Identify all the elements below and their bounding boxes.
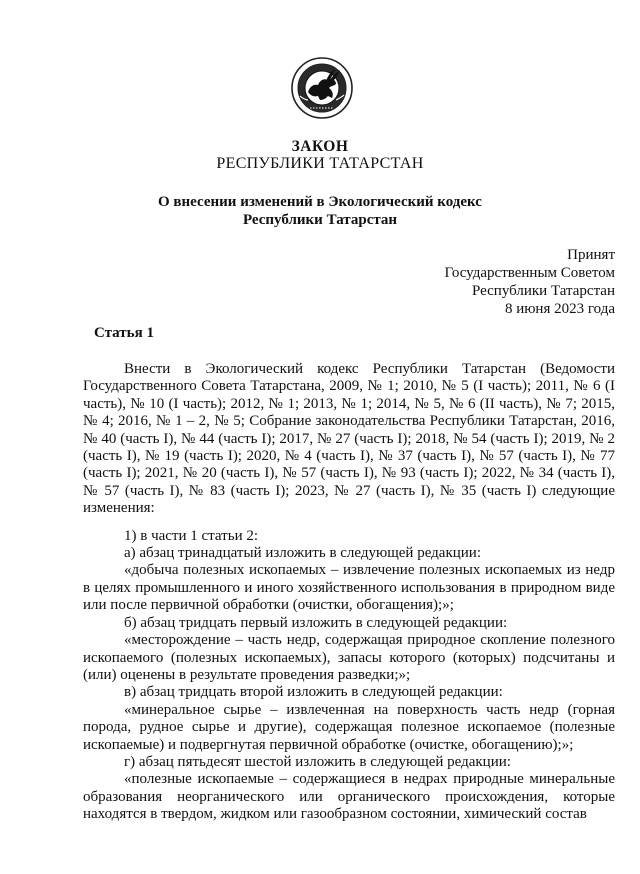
adoption-date: 8 июня 2023 года <box>504 301 615 317</box>
paragraph: г) абзац пятьдесят шестой изложить в следующей редакции: <box>124 753 511 770</box>
adoption-line: Республики Татарстан <box>471 283 615 299</box>
adoption-line: Государственным Советом <box>444 265 615 281</box>
paragraph: б) абзац тридцать первый изложить в следующей редакции: <box>124 614 508 631</box>
paragraph: а) абзац тринадцатый изложить в следующей редакции: <box>124 545 481 562</box>
document-title-line: О внесении изменений в Экологический кодекс <box>158 194 482 210</box>
law-word: ЗАКОН <box>291 138 349 155</box>
paragraph: Внести в Экологический кодекс Республики Татарстан (Ведомости Государственного Совета Татарстана, 2009, № 1; 2010, № 5 (I часть); 2011, № 6 (I часть), № 10 (I часть); 2012, № 1; 2013, № 1; 2014, № 5, № 6 (II часть), № 7; 2015, № 4; 2016, № 1 – 2, № 5; Собрание законодательства Республики Татарстан, 2016, № 40 (часть I), № 44 (часть I); 2017, № 27 (часть I); 2018, № 54 (часть I); 2019, № 2 (часть I), № 19 (часть I); 2020, № 4 (часть I), № 37 (часть I), № 57 (часть I), № 77 (часть I); 2021, № 20 (часть I), № 57 (часть I), № 93 (часть I); 2022, № 34 (часть I), № 57 (часть I), № 83 (часть I); 2023, № 27 (часть I), № 35 (часть I) следующие изменения: <box>83 361 615 517</box>
document-title <box>0 193 640 229</box>
document-title-line: Республики Татарстан <box>242 212 398 228</box>
paragraph: «месторождение – часть недр, содержащая природное скопление полезного ископаемого (полезных ископаемых), запасы которого (которых) подсчитаны и (или) оценены в результате проведения разведки;»; <box>83 632 615 683</box>
paragraph: 1) в части 1 статьи 2: <box>124 527 259 544</box>
article-heading: Статья 1 <box>94 325 154 341</box>
adoption-block <box>445 246 616 318</box>
paragraph: «минеральное сырье – извлеченная на поверхность часть недр (горная порода, рудное сырье и другие), содержащая полезное ископаемое (полезные ископаемые) и подвергнутая первичной обработке (очистке, обогащению);»; <box>83 701 615 753</box>
paragraph: «добыча полезных ископаемых – извлечение полезных ископаемых из недр в целях промышленного и иного хозяйственного использования в природном виде или после первичной обработки (очистки, обогащения);»; <box>83 562 615 614</box>
tatarstan-coat-of-arms-icon <box>290 56 354 120</box>
republic-name: РЕСПУБЛИКИ ТАТАРСТАН <box>216 155 424 172</box>
adoption-line: Принят <box>567 247 615 263</box>
paragraph: в) абзац тридцать второй изложить в следующей редакции: <box>124 684 503 701</box>
article-body <box>83 361 615 824</box>
paragraph: «полезные ископаемые – содержащиеся в недрах природные минеральные образования неорганического или органического происхождения, которые находятся в твердом, жидком или газообразном состоянии, химический состав <box>83 771 615 823</box>
